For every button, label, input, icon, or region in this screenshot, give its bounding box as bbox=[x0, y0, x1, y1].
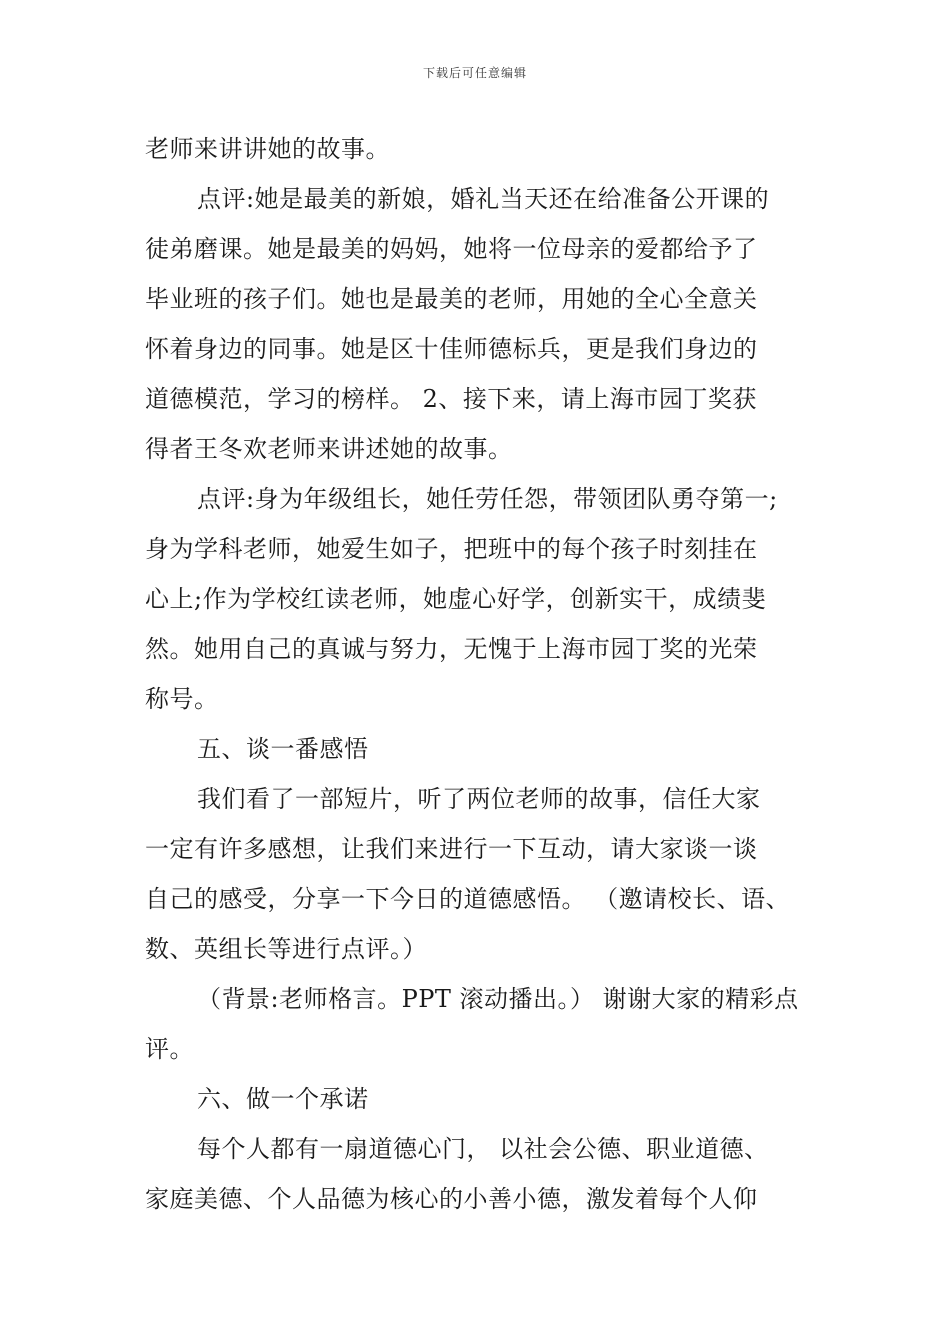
text-line-9: 身为学科老师，她爱生如子，把班中的每个孩子时刻挂在 bbox=[145, 535, 758, 563]
text-line-3: 徒弟磨课。她是最美的妈妈，她将一位母亲的爱都给予了 bbox=[145, 235, 758, 263]
text-line-7: 得者王冬欢老师来讲述她的故事。 bbox=[145, 435, 513, 463]
text-line-4: 毕业班的孩子们。她也是最美的老师，用她的全心全意关 bbox=[145, 285, 758, 313]
text-line-5: 怀着身边的同事。她是区十佳师德标兵，更是我们身边的 bbox=[145, 335, 758, 363]
text-line-18: （背景:老师格言。PPT 滚动播出。） 谢谢大家的精彩点 bbox=[197, 985, 799, 1013]
text-line-19: 评。 bbox=[145, 1035, 194, 1063]
text-line-2: 点评:她是最美的新娘，婚礼当天还在给准备公开课的 bbox=[197, 185, 770, 213]
text-line-14: 我们看了一部短片，听了两位老师的故事，信任大家 bbox=[197, 785, 761, 813]
text-line-8: 点评:身为年级组长，她任劳任怨，带领团队勇夺第一; bbox=[197, 485, 778, 513]
page-header: 下载后可任意编辑 bbox=[422, 66, 527, 80]
section-heading-five: 五、谈一番感悟 bbox=[197, 735, 369, 763]
text-line-11: 然。她用自己的真诚与努力，无愧于上海市园丁奖的光荣 bbox=[145, 635, 758, 663]
text-line-10: 心上;作为学校红读老师，她虚心好学，创新实干，成绩斐 bbox=[145, 585, 767, 613]
text-line-16: 自己的感受，分享一下今日的道德感悟。 （邀请校长、语、 bbox=[145, 885, 791, 913]
text-line-6: 道德模范，学习的榜样。 2、接下来，请上海市园丁奖获 bbox=[145, 385, 757, 413]
text-line-1: 老师来讲讲她的故事。 bbox=[145, 135, 390, 163]
text-line-15: 一定有许多感想，让我们来进行一下互动，请大家谈一谈 bbox=[145, 835, 758, 863]
section-heading-six: 六、做一个承诺 bbox=[197, 1085, 369, 1113]
text-line-12: 称号。 bbox=[145, 685, 219, 713]
text-line-17: 数、英组长等进行点评。） bbox=[145, 935, 427, 963]
text-line-21: 每个人都有一扇道德心门， 以社会公德、职业道德、 bbox=[197, 1135, 769, 1163]
text-line-22: 家庭美德、个人品德为核心的小善小德，激发着每个人仰 bbox=[145, 1185, 758, 1213]
document-body bbox=[145, 124, 825, 1224]
